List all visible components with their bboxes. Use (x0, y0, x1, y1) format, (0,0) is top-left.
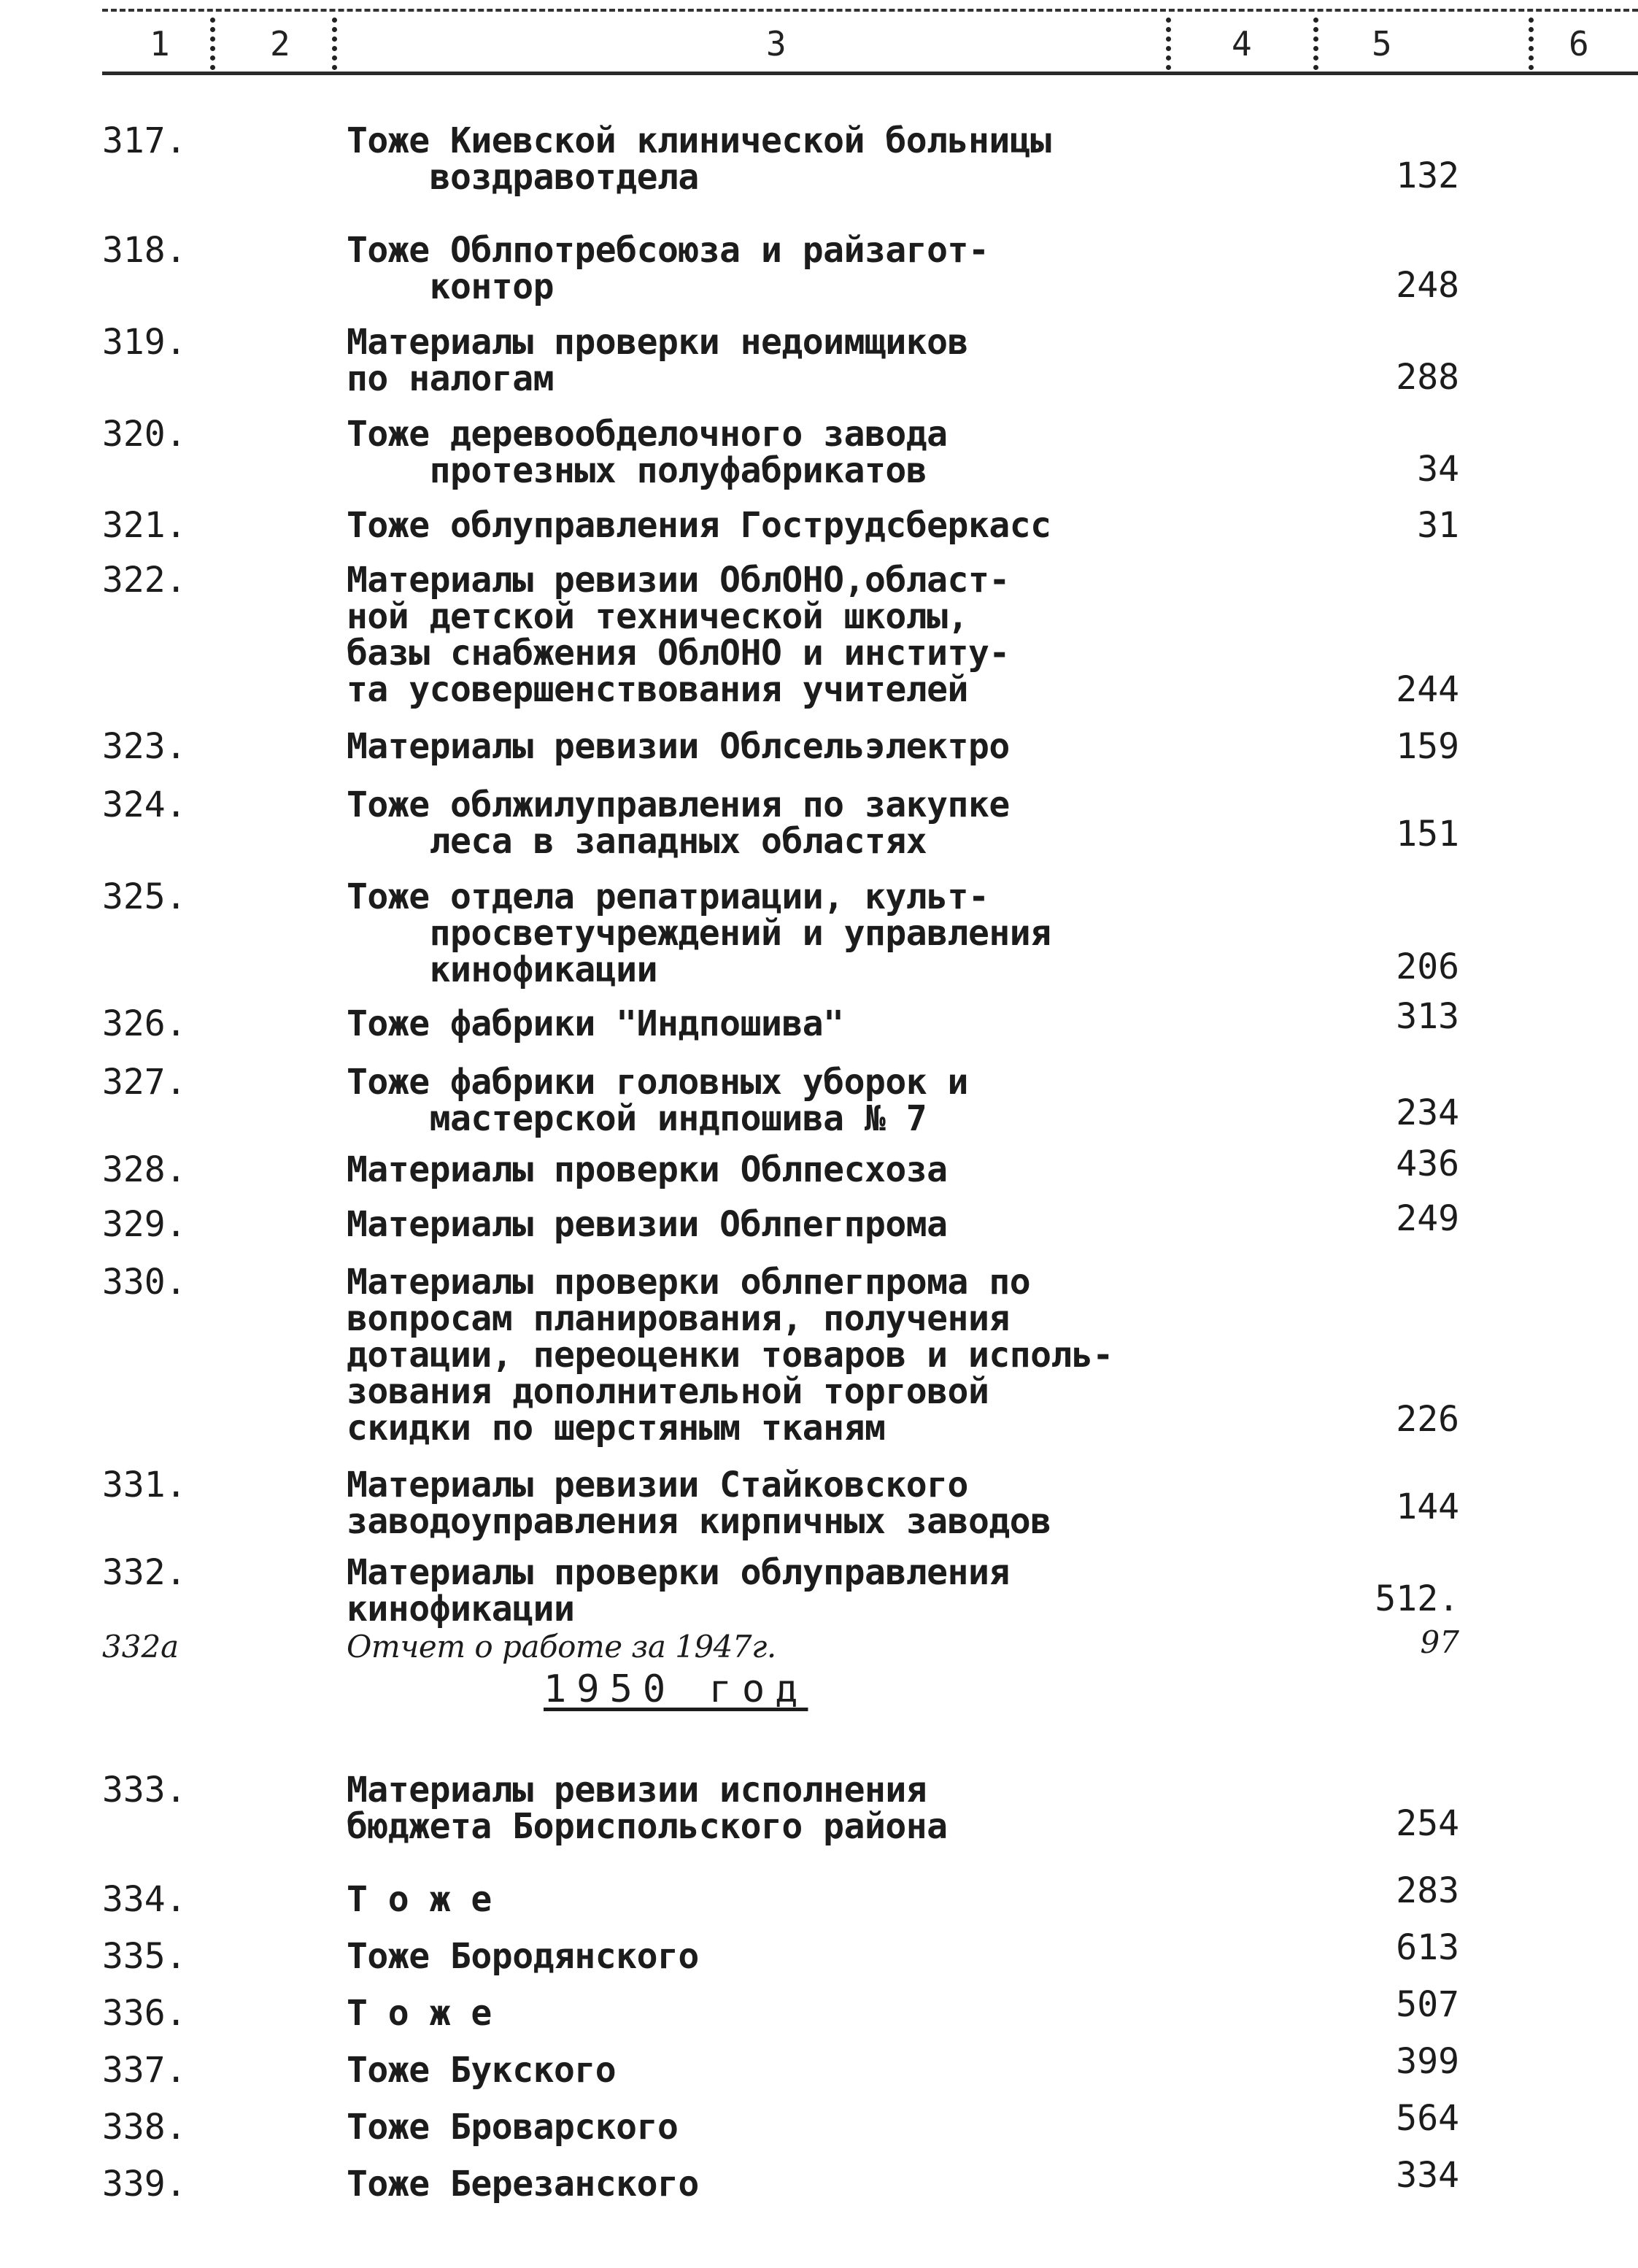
item-number: 328. (102, 1149, 187, 1190)
item-number: 324. (102, 784, 187, 825)
sheet-count: 34 (1417, 449, 1459, 490)
sheet-count: 226 (1396, 1399, 1459, 1440)
item-number: 318. (102, 230, 187, 271)
item-number: 332а (102, 1629, 179, 1665)
item-title: Материалы ревизии Облсельэлектро (347, 726, 1010, 767)
item-number: 331. (102, 1465, 187, 1505)
item-title: Материалы проверки недоимщиков по налогам (347, 322, 968, 399)
item-title: Тоже Березанского (347, 2164, 699, 2205)
sheet-count: 288 (1396, 357, 1459, 398)
item-title: Материалы проверки облпегпрома по вопросам планирования, получения дотации, переоценки товаров и исполь- зования дополнительной торговой скидки по шерстяным тканям (347, 1262, 1113, 1449)
sheet-count: 151 (1396, 814, 1459, 855)
header-rule (102, 72, 1638, 75)
item-number: 321. (102, 505, 187, 546)
sheet-count: 254 (1396, 1803, 1459, 1844)
item-title: Тоже фабрики головных уборок и мастерской индпошива № 7 (347, 1062, 968, 1139)
item-title: Тоже Киевской клинической больницы воздравотдела (347, 120, 1051, 198)
item-number: 336. (102, 1993, 187, 2034)
item-number: 333. (102, 1770, 187, 1810)
sheet-count: 283 (1396, 1870, 1459, 1911)
item-number: 330. (102, 1262, 187, 1303)
item-number: 329. (102, 1204, 187, 1245)
column-separator (210, 18, 215, 70)
item-number: 317. (102, 120, 187, 161)
item-title: Тоже Облпотребсоюза и райзагот- контор (347, 230, 989, 307)
sheet-count: 334 (1396, 2155, 1459, 2196)
item-title: Материалы ревизии ОблОНО,област- ной детской технической школы, базы снабжения ОблОНО и институ- та усовершенствования учителей (347, 560, 1010, 710)
column-separator (332, 18, 337, 70)
column-number-1: 1 (150, 24, 170, 63)
sheet-count: 206 (1396, 946, 1459, 987)
sheet-count: 31 (1417, 505, 1459, 546)
item-number: 322. (102, 560, 187, 601)
sheet-count: 132 (1396, 155, 1459, 196)
item-title: Материалы ревизии исполнения бюджета Бориспольского района (347, 1770, 948, 1847)
sheet-count: 313 (1396, 996, 1459, 1037)
sheet-count: 249 (1396, 1198, 1459, 1239)
item-title: Тоже Бородянского (347, 1936, 699, 1977)
item-number: 319. (102, 322, 187, 363)
item-title: Тоже деревообделочного завода протезных полуфабрикатов (347, 414, 948, 491)
column-separator (1529, 18, 1534, 70)
sheet-count: 234 (1396, 1092, 1459, 1133)
sheet-count: 248 (1396, 265, 1459, 306)
item-title: Т о ж е (347, 1879, 492, 1920)
item-number: 320. (102, 414, 187, 455)
item-number: 337. (102, 2050, 187, 2091)
column-number-3: 3 (766, 24, 787, 63)
item-title: Тоже облжилуправления по закупке леса в западных областях (347, 784, 1010, 862)
sheet-count: 159 (1396, 726, 1459, 767)
item-title: Т о ж е (347, 1993, 492, 2034)
item-number: 327. (102, 1062, 187, 1103)
item-title: Отчет о работе за 1947г. (347, 1629, 776, 1665)
item-number: 326. (102, 1003, 187, 1044)
column-number-4: 4 (1232, 24, 1252, 63)
column-number-6: 6 (1569, 24, 1589, 63)
sheet-count: 436 (1396, 1143, 1459, 1184)
sheet-count: 564 (1396, 2098, 1459, 2139)
item-number: 339. (102, 2164, 187, 2205)
item-title: Тоже Броварского (347, 2107, 679, 2148)
item-number: 325. (102, 876, 187, 917)
item-title: Материалы проверки Облпесхоза (347, 1149, 948, 1190)
sheet-count: 244 (1396, 669, 1459, 710)
item-title: Тоже облуправления Гострудсберкасс (347, 505, 1051, 546)
item-title: Материалы ревизии Облпегпрома (347, 1204, 948, 1245)
item-title: Тоже фабрики "Индпошива" (347, 1003, 844, 1044)
column-separator (1313, 18, 1318, 70)
column-number-2: 2 (270, 24, 290, 63)
sheet-count: 512. (1375, 1578, 1459, 1619)
sheet-count: 399 (1396, 2041, 1459, 2082)
item-title: Материалы проверки облуправления кинофикации (347, 1552, 1010, 1629)
sheet-count: 144 (1396, 1486, 1459, 1527)
sheet-count: 507 (1396, 1984, 1459, 2025)
item-number: 338. (102, 2107, 187, 2148)
item-title: Тоже Букского (347, 2050, 617, 2091)
item-title: Тоже отдела репатриации, культ- просветучреждений и управления кинофикации (347, 876, 1051, 990)
item-number: 334. (102, 1879, 187, 1920)
item-title: Материалы ревизии Стайковского заводоуправления кирпичных заводов (347, 1465, 1051, 1542)
item-number: 323. (102, 726, 187, 767)
item-number: 335. (102, 1936, 187, 1977)
header-top-rule (102, 9, 1638, 12)
sheet-count: 613 (1396, 1927, 1459, 1968)
sheet-count: 97 (1420, 1624, 1459, 1660)
column-separator (1166, 18, 1171, 70)
year-heading: 1950 год (544, 1667, 808, 1711)
column-number-5: 5 (1372, 24, 1392, 63)
item-number: 332. (102, 1552, 187, 1593)
